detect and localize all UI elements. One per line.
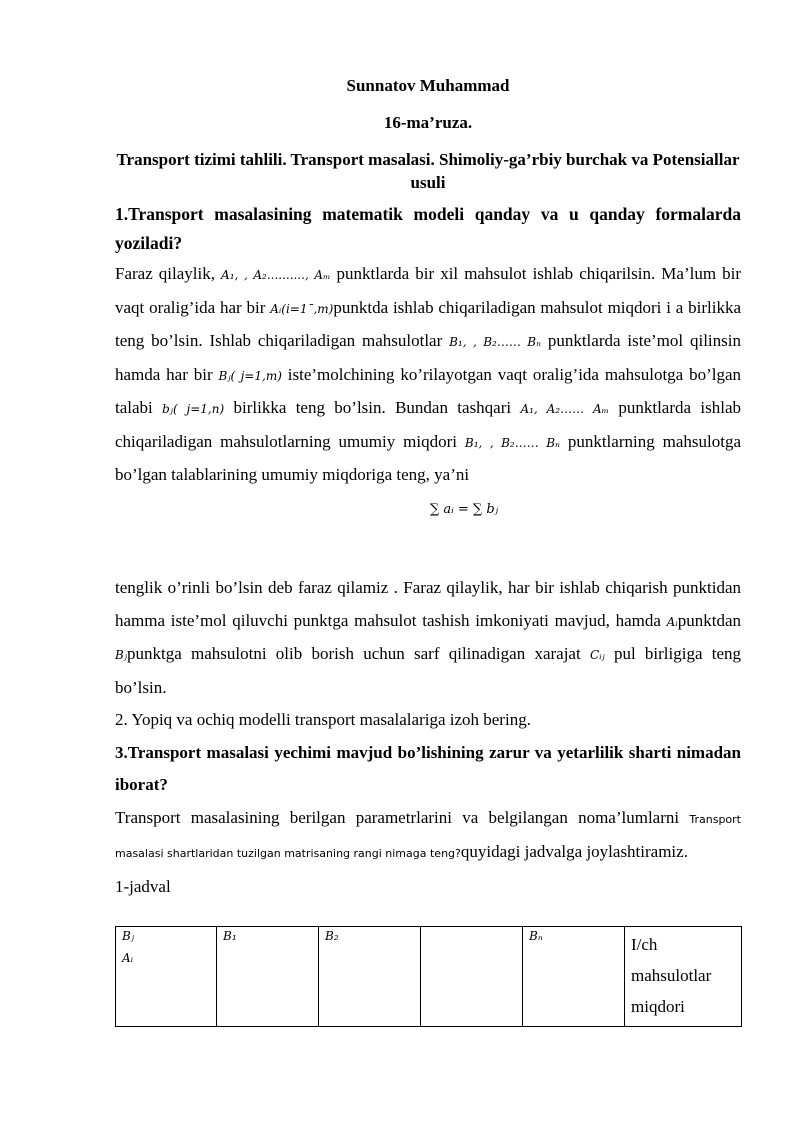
table-cell-b2: B₂: [319, 927, 421, 1027]
text: Faraz qilaylik,: [115, 264, 222, 283]
text: punktlarda ishlab chiqariladigan mahsulotlarning umumiy miqdori: [115, 398, 741, 451]
table-cell-b1: B₁: [217, 927, 319, 1027]
balance-equation: [115, 492, 741, 548]
math: A₁, A₂…… Aₘ: [520, 402, 610, 416]
table-row: [116, 927, 742, 1027]
text: punktga mahsulotni olib borish uchun sarf qilinadigan xarajat: [127, 644, 590, 663]
text: quyidagi jadvalga joylashtiramiz.: [460, 842, 688, 861]
transport-table: [115, 926, 742, 1027]
math: A₁, , A₂.........., Aₘ: [221, 268, 331, 282]
text: birlikka teng bo’lsin. Bundan tashqari: [224, 398, 521, 417]
math: bⱼ( j=1,n): [162, 402, 225, 416]
question-1: 1.Transport masalasining matematik modeli qanday va u qanday formalarda yoziladi?: [115, 204, 741, 253]
lecture-number: 16-ma’ruza.: [383, 113, 473, 132]
lecture-title: Transport tizimi tahlili. Transport masalasi. Shimoliy-ga’rbiy burchak va Potensiallar usuli: [116, 150, 740, 192]
table-cell-corner: [116, 927, 217, 1027]
paragraph-costs: [115, 572, 741, 903]
author-name: Sunnatov Muhammad: [346, 76, 510, 95]
math: Cᵢⱼ: [589, 648, 605, 662]
math: Aᵢ(i=1¯,m): [270, 301, 334, 316]
table-cell-supply-header: I/ch mahsulotlar miqdori: [625, 927, 742, 1027]
math: Aᵢ: [666, 614, 678, 629]
cell-top-label: Bⱼ: [122, 929, 134, 943]
small-text: Transport masalasi shartlaridan tuzilgan matrisaning rangi nimaga teng?: [115, 812, 741, 860]
equation-text: ∑ aᵢ = ∑ bⱼ: [430, 501, 499, 517]
math: Bⱼ( j=1,m): [218, 368, 282, 383]
cell-bottom-label: Aᵢ: [122, 951, 134, 965]
text: punktda ishlab chiqariladigan mahsulot miqdori i a birlikka teng bo’lsin. Ishlab chiqariladigan mahsulotlar: [115, 297, 741, 350]
table-cell-bn: Bₙ: [523, 927, 625, 1027]
math: B₁, , B₂…… Bₙ: [464, 435, 560, 450]
math: B₁, , B₂…… Bₙ: [449, 335, 541, 349]
text: pul birligiga teng bo’lsin.: [115, 644, 742, 697]
math: Bⱼ: [115, 648, 127, 662]
text: punktlarning mahsulotga bo’lgan talablarining umumiy miqdoriga teng, ya’ni: [115, 431, 741, 484]
text: tenglik o’rinli bo’lsin deb faraz qilamiz . Faraz qilaylik, har bir ishlab chiqarish punktidan hamma iste’mol qiluvchi punktga mahsulot tashish imkoniyati mavjud, hamda: [115, 578, 741, 630]
question-3: 3.Transport masalasi yechimi mavjud bo’lishining zarur va yetarlilik sharti nimadan iborat?: [115, 742, 741, 794]
table-caption: 1-jadval: [115, 876, 171, 896]
question-2: 2. Yopiq va ochiq modelli transport masalalariga izoh bering.: [115, 710, 531, 729]
paragraph-table-intro: [115, 802, 741, 871]
text: punktlarda iste’mol qilinsin hamda har bir: [115, 331, 741, 384]
table-cell-empty: [421, 927, 523, 1027]
text: iste’molchining ko’rilayotgan vaqt oralig’ida mahsulotga bo’lgan talabi: [115, 364, 742, 417]
text: punktlarda bir xil mahsulot ishlab chiqarilsin. Ma’lum bir vaqt oralig’ida har bir: [115, 264, 741, 317]
paragraph-model: [115, 258, 741, 548]
text: punktdan: [677, 610, 741, 630]
text: Transport masalasining berilgan parametrlarini va belgilangan noma’lumlarni: [115, 807, 690, 827]
